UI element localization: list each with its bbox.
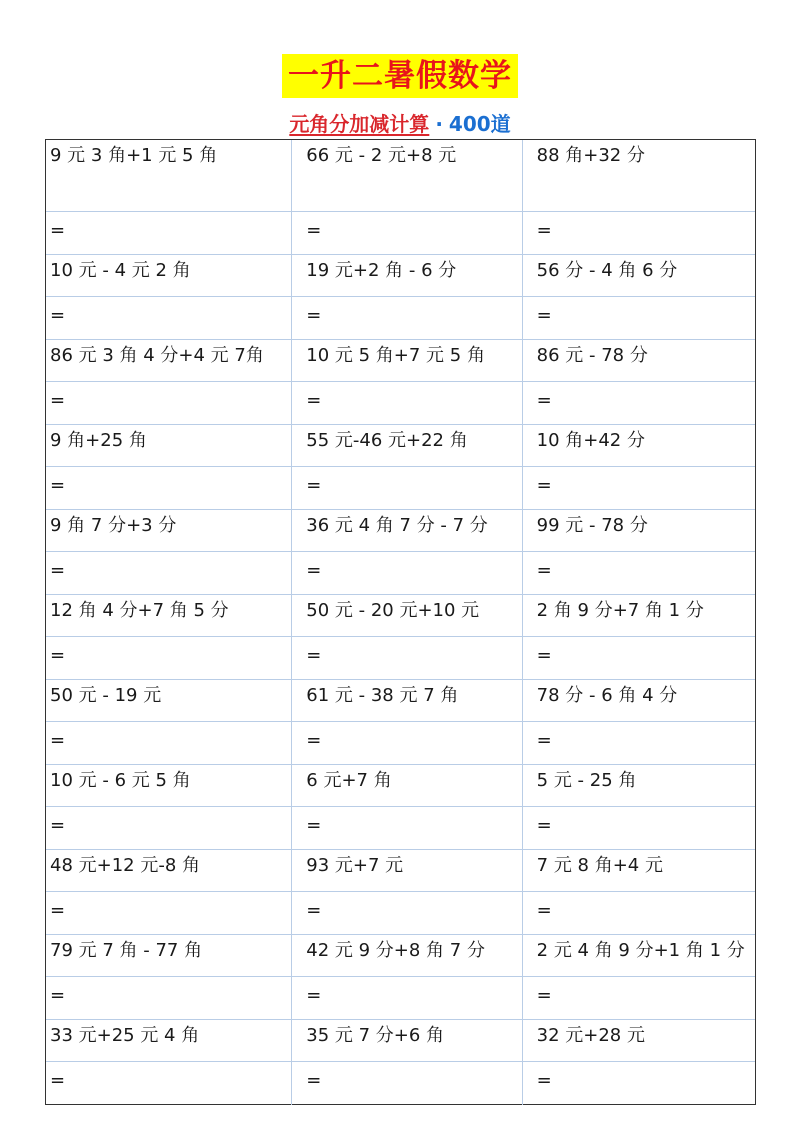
subtitle-main: 元角分加减计算: [289, 112, 430, 136]
problem-cell: 9 角 7 分+3 分: [50, 515, 177, 536]
subtitle: [0, 110, 800, 138]
problem-cell: 35 元 7 分+6 角: [291, 1020, 521, 1061]
problem-cell: 32 元+28 元: [522, 1020, 755, 1061]
answer-cell[interactable]: =: [291, 977, 521, 1019]
problem-cell: 61 元 - 38 元 7 角: [291, 680, 521, 721]
answer-cell[interactable]: =: [50, 815, 66, 836]
problem-row: [46, 510, 755, 552]
answer-cell[interactable]: =: [522, 722, 755, 764]
answer-row: [46, 977, 755, 1020]
problem-cell: 88 角+32 分: [522, 140, 755, 211]
problem-cell: 56 分 - 4 角 6 分: [522, 255, 755, 296]
problem-cell: 93 元+7 元: [291, 850, 521, 891]
problem-cell: 48 元+12 元-8 角: [50, 855, 201, 876]
problem-row: [46, 340, 755, 382]
answer-cell[interactable]: =: [522, 467, 755, 509]
problem-cell: 78 分 - 6 角 4 分: [522, 680, 755, 721]
subtitle-count: 400道: [448, 112, 511, 136]
problem-cell: 55 元-46 元+22 角: [291, 425, 521, 466]
answer-cell[interactable]: =: [522, 552, 755, 594]
answer-cell[interactable]: =: [50, 985, 66, 1006]
answer-cell[interactable]: =: [291, 892, 521, 934]
problem-cell: 19 元+2 角 - 6 分: [291, 255, 521, 296]
subtitle-separator: ·: [435, 112, 443, 136]
answer-cell[interactable]: =: [50, 560, 66, 581]
problem-cell: 66 元 - 2 元+8 元: [291, 140, 521, 211]
answer-row: [46, 722, 755, 765]
answer-cell[interactable]: =: [50, 730, 66, 751]
answer-cell[interactable]: =: [291, 637, 521, 679]
answer-row: [46, 212, 755, 255]
answer-cell[interactable]: =: [522, 892, 755, 934]
answer-cell[interactable]: =: [291, 297, 521, 339]
problem-cell: 12 角 4 分+7 角 5 分: [50, 600, 229, 621]
problem-cell: 79 元 7 角 - 77 角: [50, 940, 203, 961]
answer-cell[interactable]: =: [291, 807, 521, 849]
answer-cell[interactable]: =: [522, 212, 755, 254]
problem-row: [46, 680, 755, 722]
page-title: 一升二暑假数学: [282, 54, 518, 98]
answer-cell[interactable]: =: [522, 382, 755, 424]
answer-cell[interactable]: =: [50, 220, 66, 241]
answer-cell[interactable]: =: [50, 390, 66, 411]
problem-cell: 86 元 3 角 4 分+4 元 7角: [50, 345, 264, 366]
answer-cell[interactable]: =: [50, 645, 66, 666]
problem-row: [46, 425, 755, 467]
problem-cell: 36 元 4 角 7 分 - 7 分: [291, 510, 521, 551]
answer-cell[interactable]: =: [522, 297, 755, 339]
problem-cell: 10 元 5 角+7 元 5 角: [291, 340, 521, 381]
problem-row: [46, 765, 755, 807]
problem-row: [46, 850, 755, 892]
answer-cell[interactable]: =: [50, 305, 66, 326]
problem-cell: 9 元 3 角+1 元 5 角: [50, 145, 218, 166]
problem-row: [46, 935, 755, 977]
answer-cell[interactable]: =: [50, 1070, 66, 1091]
answer-cell[interactable]: =: [291, 382, 521, 424]
problem-cell: 33 元+25 元 4 角: [50, 1025, 200, 1046]
problem-row: [46, 255, 755, 297]
answer-cell[interactable]: =: [291, 1062, 521, 1105]
answer-cell[interactable]: =: [522, 807, 755, 849]
answer-row: [46, 1062, 755, 1105]
problem-cell: 99 元 - 78 分: [522, 510, 755, 551]
problem-cell: 50 元 - 19 元: [50, 685, 162, 706]
answer-row: [46, 552, 755, 595]
answer-cell[interactable]: =: [291, 722, 521, 764]
problem-cell: 42 元 9 分+8 角 7 分: [291, 935, 521, 976]
title-wrap: [0, 54, 800, 98]
problem-cell: 7 元 8 角+4 元: [522, 850, 755, 891]
answer-cell[interactable]: =: [50, 475, 66, 496]
answer-cell[interactable]: =: [291, 212, 521, 254]
problem-cell: 10 元 - 4 元 2 角: [50, 260, 191, 281]
answer-cell[interactable]: =: [291, 552, 521, 594]
answer-cell[interactable]: =: [522, 1062, 755, 1105]
answer-cell[interactable]: =: [522, 977, 755, 1019]
answer-row: [46, 892, 755, 935]
problem-cell: 6 元+7 角: [291, 765, 521, 806]
answer-row: [46, 637, 755, 680]
answer-row: [46, 297, 755, 340]
problem-cell: 10 元 - 6 元 5 角: [50, 770, 191, 791]
problem-cell: 10 角+42 分: [522, 425, 755, 466]
problem-cell: 5 元 - 25 角: [522, 765, 755, 806]
answer-cell[interactable]: =: [522, 637, 755, 679]
answer-row: [46, 467, 755, 510]
problem-row: [46, 140, 755, 212]
answer-cell[interactable]: =: [291, 467, 521, 509]
worksheet-table: [45, 139, 756, 1105]
problem-cell: 9 角+25 角: [50, 430, 147, 451]
worksheet-grid: [46, 140, 755, 1105]
problem-cell: 2 元 4 角 9 分+1 角 1 分: [522, 935, 755, 976]
answer-row: [46, 382, 755, 425]
problem-cell: 2 角 9 分+7 角 1 分: [522, 595, 755, 636]
answer-row: [46, 807, 755, 850]
answer-cell[interactable]: =: [50, 900, 66, 921]
problem-cell: 86 元 - 78 分: [522, 340, 755, 381]
problem-row: [46, 595, 755, 637]
problem-cell: 50 元 - 20 元+10 元: [291, 595, 521, 636]
problem-row: [46, 1020, 755, 1062]
